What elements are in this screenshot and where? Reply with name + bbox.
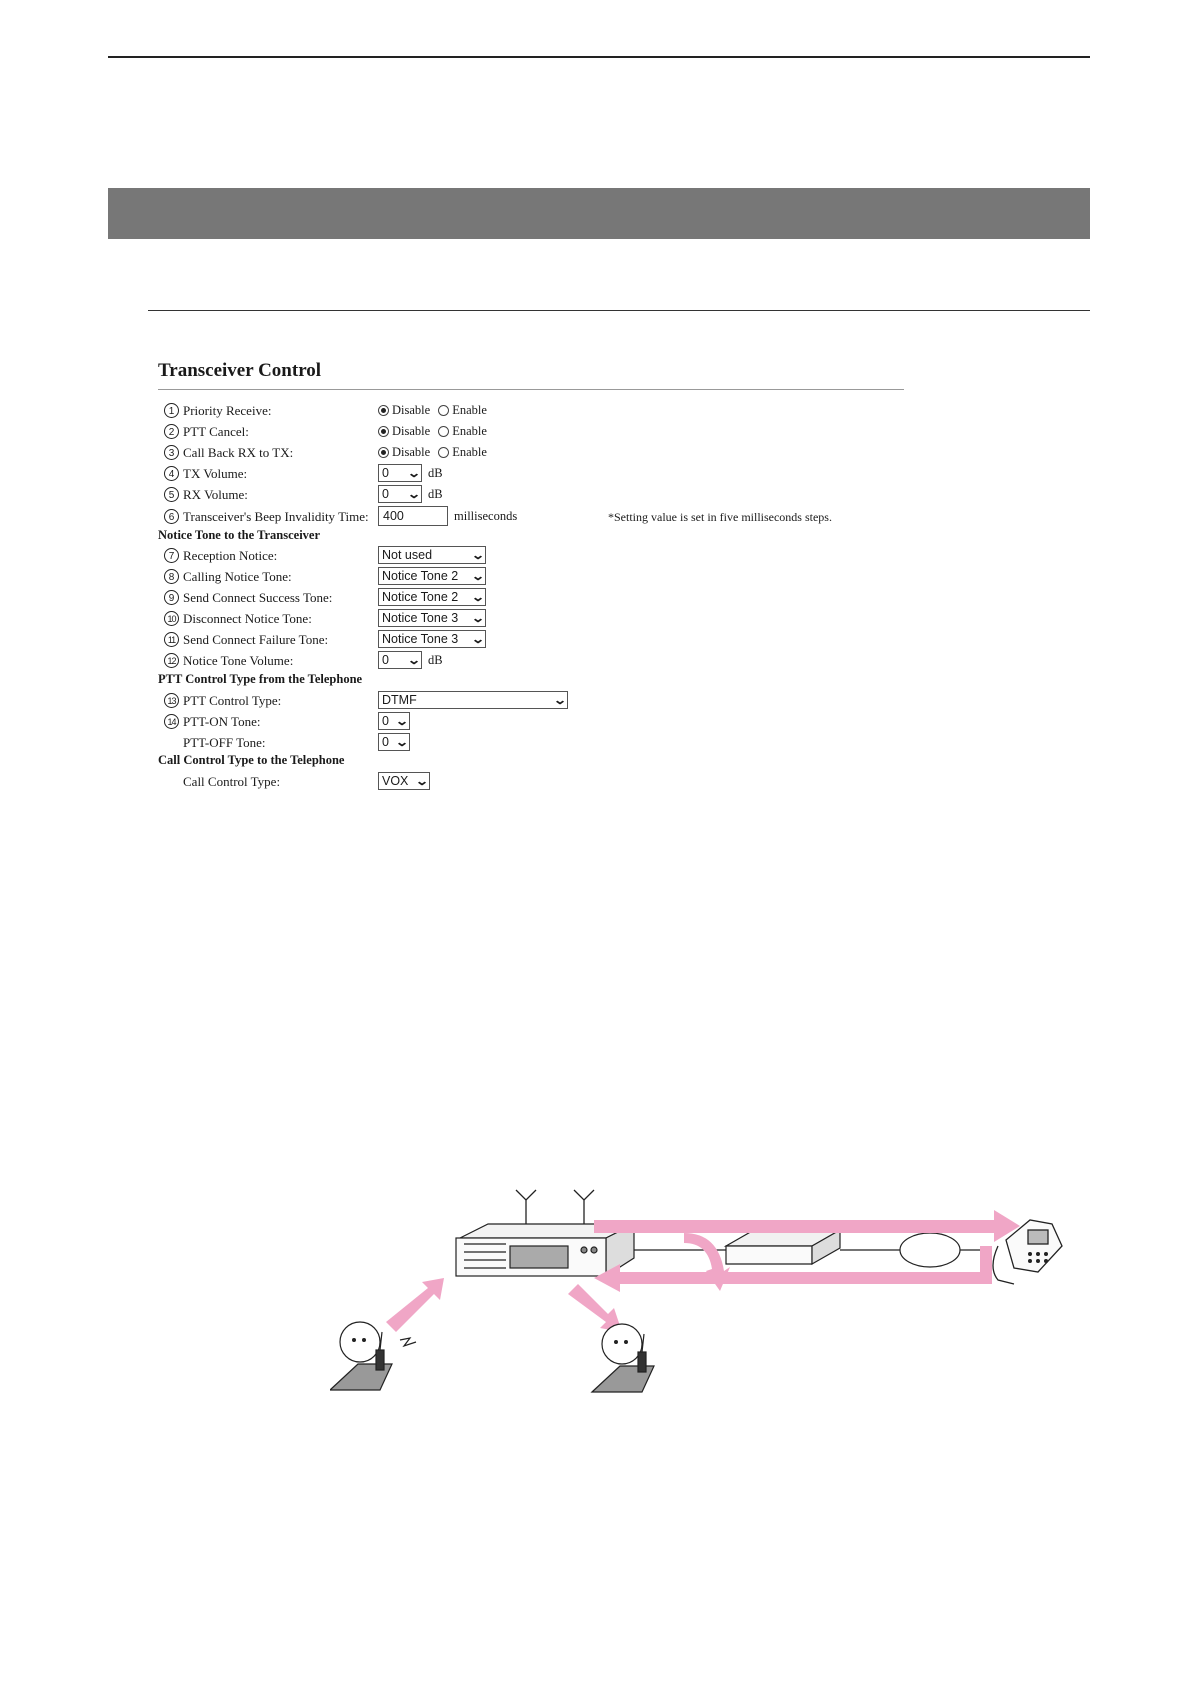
- call-back-enable-option[interactable]: Enable: [438, 445, 487, 460]
- beep-invalidity-input[interactable]: 400: [378, 506, 448, 526]
- item-number: 8: [164, 569, 179, 584]
- header-rule: [108, 56, 1090, 58]
- rx-volume-select[interactable]: 0 ⌄: [378, 485, 422, 503]
- row-call-back: [158, 442, 904, 462]
- priority-receive-radio-group: [378, 400, 491, 420]
- ptt-on-tone-select[interactable]: 0 ⌄: [378, 712, 410, 730]
- chevron-down-icon: ⌄: [470, 632, 486, 646]
- item-number: 1: [164, 403, 179, 418]
- setting-note: *Setting value is set in five milliseconds steps.: [608, 510, 832, 524]
- chevron-down-icon: ⌄: [552, 693, 568, 707]
- row-send-connect-success: [158, 587, 904, 607]
- beep-invalidity-label: Transceiver's Beep Invalidity Time:: [183, 509, 369, 524]
- chevron-down-icon: ⌄: [406, 653, 422, 667]
- priority-receive-enable-option[interactable]: Enable: [438, 403, 487, 418]
- subsection-rule: [148, 310, 1090, 311]
- call-flow-diagram: [330, 1180, 1070, 1400]
- panel-title-rule: [158, 389, 904, 390]
- chevron-down-icon: ⌄: [470, 590, 486, 604]
- item-number: 6: [164, 509, 179, 524]
- chevron-down-icon: ⌄: [406, 487, 422, 501]
- gateway-device-icon: [726, 1230, 840, 1264]
- item-number: 12: [164, 653, 179, 668]
- send-connect-success-label: Send Connect Success Tone:: [183, 590, 333, 605]
- row-ptt-on-tone: [158, 711, 904, 731]
- calling-notice-label: Calling Notice Tone:: [183, 569, 292, 584]
- ptt-control-type-label: PTT Control Type:: [183, 693, 282, 708]
- tx-volume-select[interactable]: 0 ⌄: [378, 464, 422, 482]
- tx-volume-unit: dB: [428, 465, 443, 480]
- chevron-down-icon: ⌄: [394, 714, 410, 728]
- chevron-down-icon: ⌄: [470, 611, 486, 625]
- radio-button-selected[interactable]: [378, 426, 389, 437]
- row-tx-volume: [158, 463, 904, 483]
- send-connect-failure-select[interactable]: Notice Tone 3 ⌄: [378, 630, 486, 648]
- chevron-down-icon: ⌄: [394, 735, 410, 749]
- ptt-cancel-radio-group: [378, 421, 491, 441]
- item-number: 3: [164, 445, 179, 460]
- call-control-type-label: Call Control Type:: [183, 774, 281, 789]
- priority-receive-label: Priority Receive:: [183, 403, 272, 418]
- disconnect-notice-select[interactable]: Notice Tone 3 ⌄: [378, 609, 486, 627]
- chevron-down-icon: ⌄: [470, 569, 486, 583]
- person-with-radio-icon: [330, 1322, 416, 1390]
- rx-volume-unit: dB: [428, 486, 443, 501]
- calling-notice-select[interactable]: Notice Tone 2 ⌄: [378, 567, 486, 585]
- section-notice-tone: Notice Tone to the Transceiver: [158, 528, 321, 542]
- section-header-band: [108, 188, 1090, 239]
- disconnect-notice-label: Disconnect Notice Tone:: [183, 611, 312, 626]
- item-number: 9: [164, 590, 179, 605]
- row-notice-tone-volume: [158, 650, 904, 670]
- item-number: 2: [164, 424, 179, 439]
- call-back-radio-group: [378, 442, 491, 462]
- ptt-cancel-disable-option[interactable]: Disable: [378, 424, 430, 439]
- ptt-cancel-enable-option[interactable]: Enable: [438, 424, 487, 439]
- ptt-off-tone-select[interactable]: 0 ⌄: [378, 733, 410, 751]
- item-number: 4: [164, 466, 179, 481]
- row-ptt-cancel: [158, 421, 904, 441]
- notice-tone-volume-select[interactable]: 0 ⌄: [378, 651, 422, 669]
- chevron-down-icon: ⌄: [470, 548, 486, 562]
- notice-tone-volume-unit: dB: [428, 652, 443, 667]
- radio-button-selected[interactable]: [378, 405, 389, 416]
- beep-invalidity-unit: milliseconds: [454, 508, 518, 523]
- section-ptt-control: PTT Control Type from the Telephone: [158, 672, 363, 686]
- ptt-cancel-label: PTT Cancel:: [183, 424, 249, 439]
- ptt-control-type-select[interactable]: DTMF ⌄: [378, 691, 568, 709]
- radio-button[interactable]: [438, 447, 449, 458]
- radio-button[interactable]: [438, 405, 449, 416]
- row-call-control-type: [158, 771, 904, 791]
- radio-button-selected[interactable]: [378, 447, 389, 458]
- call-back-label: Call Back RX to TX:: [183, 445, 294, 460]
- row-disconnect-notice: [158, 608, 904, 628]
- item-number: 13: [164, 693, 179, 708]
- notice-tone-volume-label: Notice Tone Volume:: [183, 653, 294, 668]
- priority-receive-disable-option[interactable]: Disable: [378, 403, 430, 418]
- person-with-radio-icon: [592, 1324, 654, 1392]
- section-call-control: Call Control Type to the Telephone: [158, 753, 345, 767]
- row-priority-receive: [158, 400, 904, 420]
- row-send-connect-failure: [158, 629, 904, 649]
- row-beep-invalidity: [158, 506, 904, 526]
- call-flow-illustration: [330, 1180, 1070, 1400]
- row-rx-volume: [158, 484, 904, 504]
- rx-volume-label: RX Volume:: [183, 487, 248, 502]
- item-number: 5: [164, 487, 179, 502]
- send-connect-failure-label: Send Connect Failure Tone:: [183, 632, 329, 647]
- call-control-type-select[interactable]: VOX ⌄: [378, 772, 430, 790]
- item-number: 7: [164, 548, 179, 563]
- chevron-down-icon: ⌄: [414, 774, 430, 788]
- chevron-down-icon: ⌄: [406, 466, 422, 480]
- ptt-off-tone-label: PTT-OFF Tone:: [183, 735, 266, 750]
- send-connect-success-select[interactable]: Notice Tone 2 ⌄: [378, 588, 486, 606]
- row-reception-notice: [158, 545, 904, 565]
- network-cloud-icon: [900, 1233, 960, 1267]
- panel-title: Transceiver Control: [158, 360, 322, 381]
- item-number: 10: [164, 611, 179, 626]
- tx-volume-label: TX Volume:: [183, 466, 248, 481]
- row-ptt-control-type: [158, 690, 904, 710]
- row-ptt-off-tone: [158, 732, 904, 752]
- row-calling-notice: [158, 566, 904, 586]
- ptt-on-tone-label: PTT-ON Tone:: [183, 714, 261, 729]
- item-number: 14: [164, 714, 179, 729]
- call-back-disable-option[interactable]: Disable: [378, 445, 430, 460]
- reception-notice-label: Reception Notice:: [183, 548, 278, 563]
- reception-notice-select[interactable]: Not used ⌄: [378, 546, 486, 564]
- radio-button[interactable]: [438, 426, 449, 437]
- item-number: 11: [164, 632, 179, 647]
